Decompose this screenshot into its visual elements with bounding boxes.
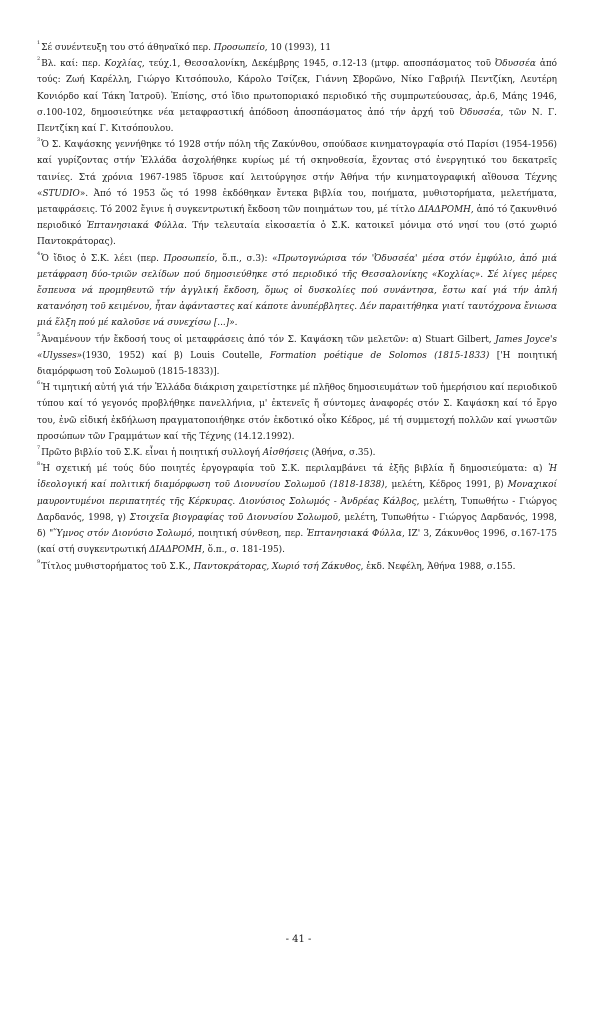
- footnote-text: ». Ἀπό τό 1953 ὥς τό 1998 ἐκδόθηκαν ἔντεκα βιβλία του, ποιήματα, μυθιστορήματα, μελετήματα, μεταφράσεις. Τό 2002 ἔγινε ἡ συγκεντρωτική ἔκδοση τῶν ποιημάτων του, μέ τίτλο: [37, 188, 557, 216]
- footnote-italic-text: Μοναχικοί μαυροντυμένοι περιπατητές τῆς Κέρκυρας. Διονύσιος Σολωμός - Ἀνδρέας Κάλβος: [37, 480, 557, 507]
- footnote-text: Ἡ τιμητική αὐτή γιά τήν Ἑλλάδα διάκριση χαιρετίστηκε μέ πλῆθος δημοσιευμάτων τοῦ ἡμερήσιου καί περιοδικοῦ τύπου καί τό γεγονός προβλήθηκε πανελλήνια, μ' ἐκτενεῖς ἤ σύντομες ἀναφορές στόν Σ. Καψάσκη καί τό ἔργο του, ἐνῶ εἰδική ἐκδήλωση πραγματοποιήθηκε στόν ἐκδοτικό οἶκο Κέδρος, μέ τή συμμετοχή πολλῶν καί γνωστῶν προσώπων τῶν Γραμμάτων καί τῆς Τέχνης (14.12.1992).: [37, 383, 557, 442]
- footnote: [37, 56, 557, 137]
- footnote-italic-text: James Joyce's «Ulysses»: [37, 334, 557, 361]
- footnote-italic-text: Στοιχεῖα βιογραφίας τοῦ Διονυσίου Σολωμοῦ: [129, 512, 338, 523]
- footnote-number: 5: [37, 331, 41, 338]
- footnote-italic-text: ΔΙΑΔΡΟΜΗ: [418, 205, 471, 216]
- footnote-text: , ὅ.π., σ.3):: [214, 253, 273, 264]
- footnote-italic-text: "Ὕμνος στόν Διονύσιο Σολωμό: [49, 529, 192, 540]
- footnote-italic-text: Παντοκράτορας, Χωριό τσή Ζάκυθος: [193, 561, 361, 572]
- footnote-text: , ΙΖ' 3, Ζάκυνθος 1996, σ.167-175 (καί στή συγκεντρωτική: [37, 529, 557, 556]
- footnote-number: 7: [37, 445, 41, 452]
- footnote-text: , τῶν Ν. Γ. Πεντζίκη καί Γ. Κιτσόπουλου.: [37, 107, 557, 135]
- footnote-text: , ποιητική σύνθεση, περ.: [191, 529, 307, 540]
- footnote-text: Βλ. καί: περ.: [41, 59, 105, 70]
- footnote-italic-text: Formation poétique de Solomos (1815-1833): [269, 350, 490, 361]
- footnote-number: 6: [37, 380, 41, 387]
- footnote-italic-text: «Πρωτογνώρισα τόν 'Ὀδυσσέα' μέσα στόν ἐμφύλιο, ἀπό μιά μετάφραση δύο-τριῶν σελίδων πού δημοσιεύθηκε στό περιοδικό τῆς Θεσσαλονίκης «Κοχλίας». Σέ λίγες μέρες ἔσπευσα νά προμηθευτῶ τήν ἀγγλική ἔκδοση, ὅμως οἱ δυσκολίες πού συνάντησα, ἔστω καί γιά τήν ἁπλή κατανόηση τοῦ κειμένου, ἦταν ἀφάνταστες καί κάποτε ἀνυπέρβλητες. Δέν παραιτήθηκα γιατί ταυτόχρονα ἔνιωσα μιά ἕλξη πού μέ καλοῦσε νά συνεχίσω [...]»: [37, 253, 557, 329]
- footnote-text: , ἀπό τό ζακυνθινό περιοδικό: [37, 205, 557, 232]
- footnote-text: , ὅ.π., σ. 181-195).: [201, 545, 285, 556]
- footnote-italic-text: Προσωπείο: [213, 43, 265, 53]
- footnote-italic-text: Ἑπτανησιακά Φύλλα: [306, 529, 402, 540]
- footnote-italic-text: STUDIO: [42, 188, 80, 199]
- footnote: [37, 40, 557, 56]
- footnote-text: Τίτλος μυθιστορήματος τοῦ Σ.Κ.,: [41, 561, 194, 572]
- footnote-text: Ὁ ἴδιος ὁ Σ.Κ. λέει (περ.: [41, 253, 164, 264]
- footnote-text: Ὁ Σ. Καψάσκης γεννήθηκε τό 1928 στήν πόλη τῆς Ζακύνθου, σπούδασε κινηματογραφία στό Παρίσι (1954-1956) καί γυρίζοντας στήν Ἑλλάδα ἀσχολήθηκε κυρίως μέ τή σκηνοθεσία, ἔχοντας στό ἐνεργητικό του δεκατρεῖς ταινίες. Στά χρόνια 1967-1985 ἵδρυσε καί λειτούργησε στήν Ἀθήνα τήν κινηματογραφική αἴθουσα Τέχνης «: [37, 140, 557, 199]
- footnote-number: 4: [37, 250, 41, 257]
- footnote-text: (Ἀθήνα, σ.35).: [308, 448, 376, 459]
- footnote-italic-text: Αἰσθήσεις: [262, 448, 309, 459]
- footnote: [37, 332, 557, 381]
- footnote-text: (1930, 1952) καί β) Louis Coutelle,: [82, 350, 270, 361]
- footnote: [37, 380, 557, 445]
- page-number: - 41 -: [285, 934, 312, 945]
- footnote-text: , 10 (1993), 11: [264, 43, 331, 53]
- footnote-text: , μελέτη, Κέδρος 1991, β): [384, 480, 508, 491]
- footnote-number: 1: [37, 40, 41, 46]
- footnote-italic-text: Ἡ ἰδεολογική καί πολιτική διαμόρφωση τοῦ Διονυσίου Σολωμοῦ (1818-1838): [37, 464, 557, 491]
- footnote-italic-text: ΔΙΑΔΡΟΜΗ: [149, 545, 202, 556]
- footnote: [37, 445, 557, 461]
- footnote: [37, 251, 557, 332]
- footnote-text: ['Η ποιητική διαμόρφωση τοῦ Σολωμοῦ (1815-1833)].: [37, 350, 557, 378]
- footnote-italic-text: Κοχλίας: [104, 59, 142, 70]
- footnote-text: ἀπό τούς: Ζωή Καρέλλη, Γιώργο Κιτσόπουλο, Κάρολο Τσίζεκ, Γιάννη Σβορῶνο, Νίκο Γαβριήλ Πεντζίκη, Λευτέρη Κονιόρδο καί Τάκη Ἰατροῦ). Ἐπίσης, στό ἴδιο πρωτοποριακό περιοδικό τῆς συμπρωτεύουσας, ἀρ.6, Μάης 1946, σ.100-102, δημοσιεύτηκε νέα μεταφραστική ἀπόδοση ἀποσπάσματος ἀπό τήν ἀρχή τοῦ: [37, 59, 557, 118]
- footnote-text: Σέ συνέντευξη του στό άθηναϊκό περ.: [41, 43, 214, 53]
- footnote-text: , τεύχ.1, Θεσσαλονίκη, Δεκέμβρης 1945, σ.12-13 (μτφρ. αποσπάσματος τοῦ: [141, 59, 495, 70]
- footnote-text: , μελέτη, Τυπωθήτω - Γιώργος Δαρδανός, 1998, δ): [37, 512, 558, 540]
- footnote-number: 9: [37, 558, 41, 565]
- footnote-number: 2: [37, 56, 41, 63]
- footnote-text: Πρῶτο βιβλίο τοῦ Σ.Κ. εἶναι ἡ ποιητική συλλογή: [41, 448, 263, 459]
- footnote: [37, 461, 557, 558]
- footnote-italic-text: Ὀδυσσέα: [494, 59, 536, 70]
- footnote: [37, 559, 557, 575]
- footnote-italic-text: Ἑπτανησιακά Φύλλα: [86, 221, 185, 232]
- footnote-text: , ἐκδ. Νεφέλη, Ἀθήνα 1988, σ.155.: [360, 561, 516, 572]
- footnote-italic-text: Προσωπείο: [163, 253, 215, 264]
- footnote-italic-text: Ὀδυσσέα: [459, 107, 501, 118]
- footnote-text: , μελέτη, Τυπωθήτω - Γιώργος Δαρδανός, 1998, γ): [37, 496, 557, 523]
- footnote-text: . Τήν τελευταία εἰκοσαετία ὁ Σ.Κ. κατοικεῖ μόνιμα στό νησί του (στό χωριό Παντοκράτορας).: [37, 221, 557, 248]
- footnote-number: 3: [37, 137, 41, 144]
- footnotes-section: [37, 40, 557, 575]
- footnote-text: Ἀναμένουν τήν ἔκδοσή τους οἱ μεταφράσεις ἀπό τόν Σ. Καψάσκη τῶν μελετῶν: α) Stuart Gilbert,: [41, 334, 496, 345]
- footnote-text: .: [234, 318, 238, 329]
- footnote: [37, 137, 557, 250]
- footnote-number: 8: [37, 461, 41, 468]
- footnote-text: Ἡ σχετική μέ τούς δύο ποιητές ἐργογραφία τοῦ Σ.Κ. περιλαμβάνει τά ἑξῆς βιβλία ἤ δημοσιεύματα: α): [41, 464, 549, 475]
